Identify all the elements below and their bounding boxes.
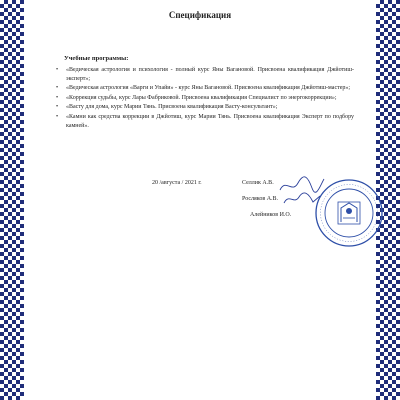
bullet: • — [56, 67, 59, 73]
bullet: • — [56, 85, 59, 92]
program-text: «Камни как средства коррекции в Джйотиш, курс Марии Тянь. Присвоена квалификация Эксперт по подбору камней». — [66, 113, 354, 129]
document-title: Спецификация — [168, 10, 232, 20]
program-text: «Васту для дома, курс Марии Тянь. Присвоена квалификация Васту-консультант»; — [66, 104, 278, 111]
program-text: «Ведическая астрология «Варги и Упайи» - курс Яны Вагановой. Присвоена квалификация Джйотиш-мастер»; — [66, 85, 351, 92]
signatory-name: Росляков А.В. — [242, 196, 279, 202]
list-item — [54, 94, 354, 103]
list-item — [54, 66, 354, 83]
document-page — [24, 0, 376, 400]
list-item — [54, 84, 354, 93]
program-text: «Коррекция судьбы, курс Лары Фабриковой. Присвоена квалификация Специалист по энергокоррекции»; — [66, 94, 337, 101]
decorative-border-left — [0, 0, 24, 400]
bullet: • — [56, 113, 59, 120]
list-item — [54, 103, 354, 112]
document-date: 20 /августа / 2021 г. — [152, 180, 202, 186]
bullet: • — [56, 104, 59, 111]
round-seal-icon — [314, 178, 384, 248]
list-item — [54, 113, 354, 130]
program-text: «Ведическая астрология и психология - полный курс Яны Вагановой. Присвоена квалификация Джйотиш-эксперт»; — [66, 67, 354, 82]
programs-heading: Учебные программы: — [64, 55, 129, 62]
signatory-name: Селлик А.В. — [242, 180, 274, 186]
programs-list — [54, 66, 354, 131]
bullet: • — [56, 94, 59, 101]
signatory-name: Алейников И.О. — [250, 212, 292, 218]
